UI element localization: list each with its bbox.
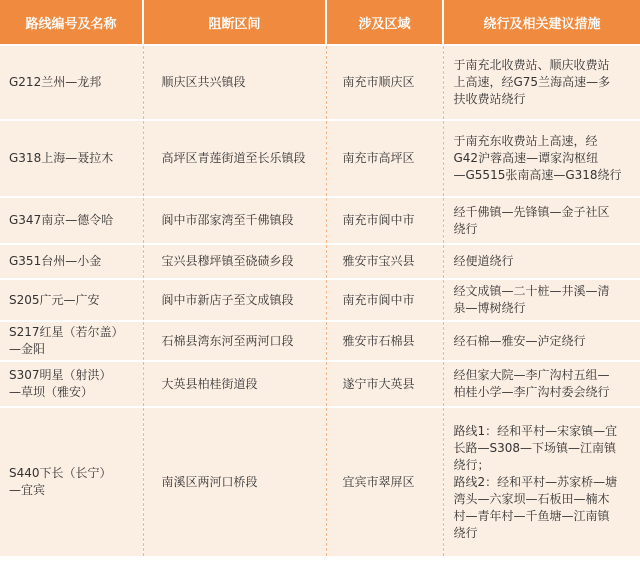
- area-cell: 宜宾市翠屏区: [326, 407, 443, 556]
- route-cell: S440下长（长宁） —宜宾: [0, 407, 143, 556]
- area-cell: 南充市阆中市: [326, 197, 443, 244]
- section-cell: 南溪区两河口桥段: [143, 407, 326, 556]
- table-row: [0, 279, 640, 321]
- section-cell: 大英县柏桂街道段: [143, 361, 326, 407]
- advice-cell: 经便道绕行: [443, 244, 640, 279]
- area-cell: 雅安市宝兴县: [326, 244, 443, 279]
- section-cell: 宝兴县穆坪镇至硗碛乡段: [143, 244, 326, 279]
- advice-cell: 于南充东收费站上高速，经 G42沪蓉高速—谭家沟枢纽 —G5515张南高速—G318绕行: [443, 120, 640, 197]
- header-advice: 绕行及相关建议措施: [443, 0, 640, 45]
- advice-cell: 于南充北收费站、顺庆收费站 上高速，经G75兰海高速—多 扶收费站绕行: [443, 45, 640, 120]
- table-row: [0, 45, 640, 120]
- area-cell: 南充市高坪区: [326, 120, 443, 197]
- route-cell: G318上海—聂拉木: [0, 120, 143, 197]
- area-cell: 南充市阆中市: [326, 279, 443, 321]
- header-route: 路线编号及名称: [0, 0, 143, 45]
- route-cell: S217红星（若尔盖） —金阳: [0, 321, 143, 361]
- advice-cell: 经但家大院—李广沟村五组— 柏桂小学—李广沟村委会绕行: [443, 361, 640, 407]
- table-row: [0, 120, 640, 197]
- area-cell: 南充市顺庆区: [326, 45, 443, 120]
- section-cell: 阆中市邵家湾至千佛镇段: [143, 197, 326, 244]
- route-cell: S205广元—广安: [0, 279, 143, 321]
- section-cell: 阆中市新店子至文成镇段: [143, 279, 326, 321]
- advice-cell: 经千佛镇—先锋镇—金子社区 绕行: [443, 197, 640, 244]
- route-cell: G212兰州—龙邦: [0, 45, 143, 120]
- table-row: [0, 361, 640, 407]
- advice-cell: 经石棉—雅安—泸定绕行: [443, 321, 640, 361]
- section-cell: 顺庆区共兴镇段: [143, 45, 326, 120]
- table-row: [0, 321, 640, 361]
- route-cell: G347南京—德令哈: [0, 197, 143, 244]
- table-row: [0, 407, 640, 556]
- advice-cell: 路线1：经和平村—宋家镇—宜 长路—S308—下场镇—江南镇 绕行； 路线2：经和平村—苏家桥—塘 湾头—六家坝—石板田—楠木 村—青年村—千鱼塘—江南镇 绕行: [443, 407, 640, 556]
- table-row: [0, 197, 640, 244]
- header-area: 涉及区域: [326, 0, 443, 45]
- route-cell: S307明星（射洪） —草坝（雅安）: [0, 361, 143, 407]
- section-cell: 石棉县湾东河至两河口段: [143, 321, 326, 361]
- area-cell: 遂宁市大英县: [326, 361, 443, 407]
- header-section: 阻断区间: [143, 0, 326, 45]
- advice-cell: 经文成镇—二十桩—井溪—清 泉—博树绕行: [443, 279, 640, 321]
- section-cell: 高坪区青莲街道至长乐镇段: [143, 120, 326, 197]
- table-row: [0, 244, 640, 279]
- table-header-row: [0, 0, 640, 45]
- route-cell: G351台州—小金: [0, 244, 143, 279]
- area-cell: 雅安市石棉县: [326, 321, 443, 361]
